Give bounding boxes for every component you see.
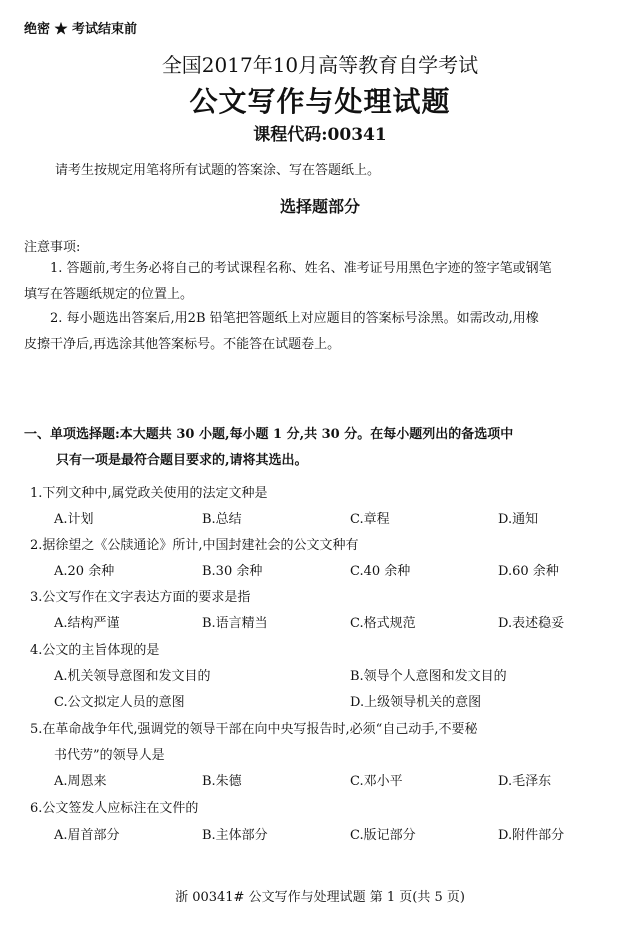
question-option: C.格式规范 (350, 616, 416, 631)
question-option: B.语言精当 (202, 616, 268, 631)
question-stem: 3.公文写作在文字表达方面的要求是指 (30, 590, 251, 605)
question-option: D.毛泽东 (498, 774, 552, 789)
question-stem: 2.据徐望之《公牍通论》所计,中国封建社会的公文文种有 (30, 538, 359, 553)
secret-mark: 绝密 ★ 考试结束前 (24, 22, 138, 37)
course-code: 课程代码:00341 (253, 125, 387, 145)
question-option: A.眉首部分 (54, 828, 120, 843)
question-option: A.机关领导意图和发文目的 (54, 669, 211, 684)
exam-title: 全国2017年10月高等教育自学考试 (161, 53, 479, 77)
question-option: A.周恩来 (54, 774, 107, 789)
note-item-2-line-2: 皮擦干净后,再选涂其他答案标号。不能答在试题卷上。 (24, 337, 341, 352)
question-stem: 5.在革命战争年代,强调党的领导干部在向中央写报告时,必须“自己动手,不要秘 (30, 722, 478, 737)
question-option: C.公文拟定人员的意图 (54, 695, 185, 710)
question-option: D.通知 (498, 512, 539, 527)
question-option: D.表述稳妥 (498, 616, 565, 631)
question-stem: 6.公文签发人应标注在文件的 (30, 801, 199, 816)
note-item-1-line-2: 填写在答题纸规定的位置上。 (24, 287, 194, 302)
part1-heading-line-2: 只有一项是最符合题目要求的,请将其选出。 (56, 453, 308, 468)
general-instruction: 请考生按规定用笔将所有试题的答案涂、写在答题纸上。 (55, 163, 381, 178)
question-option: B.领导个人意图和发文目的 (350, 669, 507, 684)
question-option: B.30 余种 (202, 564, 263, 579)
page-footer: 浙 00341# 公文写作与处理试题 第 1 页(共 5 页) (175, 890, 465, 905)
part1-heading-line-1: 一、单项选择题:本大题共 30 小题,每小题 1 分,共 30 分。在每小题列出的备选项中 (24, 427, 514, 442)
note-item-1-line-1: 1. 答题前,考生务必将自己的考试课程名称、姓名、准考证号用黑色字迹的签字笔或钢笔 (50, 261, 552, 276)
question-option: B.朱德 (202, 774, 242, 789)
question-option: A.计划 (54, 512, 94, 527)
paper-title: 公文写作与处理试题 (189, 85, 451, 118)
question-option: A.结构严谨 (54, 616, 120, 631)
notes-heading: 注意事项: (24, 240, 81, 255)
question-option: B.主体部分 (202, 828, 268, 843)
question-stem-continued: 书代劳”的领导人是 (54, 748, 165, 763)
question-option: B.总结 (202, 512, 242, 527)
question-option: D.60 余种 (498, 564, 559, 579)
part1-heading (24, 422, 513, 474)
question-option: C.邓小平 (350, 774, 403, 789)
question-stem: 1.下列文种中,属党政关使用的法定文种是 (30, 486, 268, 501)
question-option: C.版记部分 (350, 828, 416, 843)
note-item-2-line-1: 2. 每小题选出答案后,用2B 铅笔把答题纸上对应题目的答案标号涂黑。如需改动,用橡 (50, 311, 539, 326)
question-option: C.40 余种 (350, 564, 411, 579)
question-option: D.附件部分 (498, 828, 565, 843)
note-item-1 (24, 256, 616, 308)
question-option: C.章程 (350, 512, 390, 527)
note-item-2 (24, 306, 616, 358)
question-option: A.20 余种 (54, 564, 115, 579)
section-title: 选择题部分 (279, 197, 360, 216)
question-stem: 4.公文的主旨体现的是 (30, 643, 160, 658)
question-option: D.上级领导机关的意图 (350, 695, 482, 710)
